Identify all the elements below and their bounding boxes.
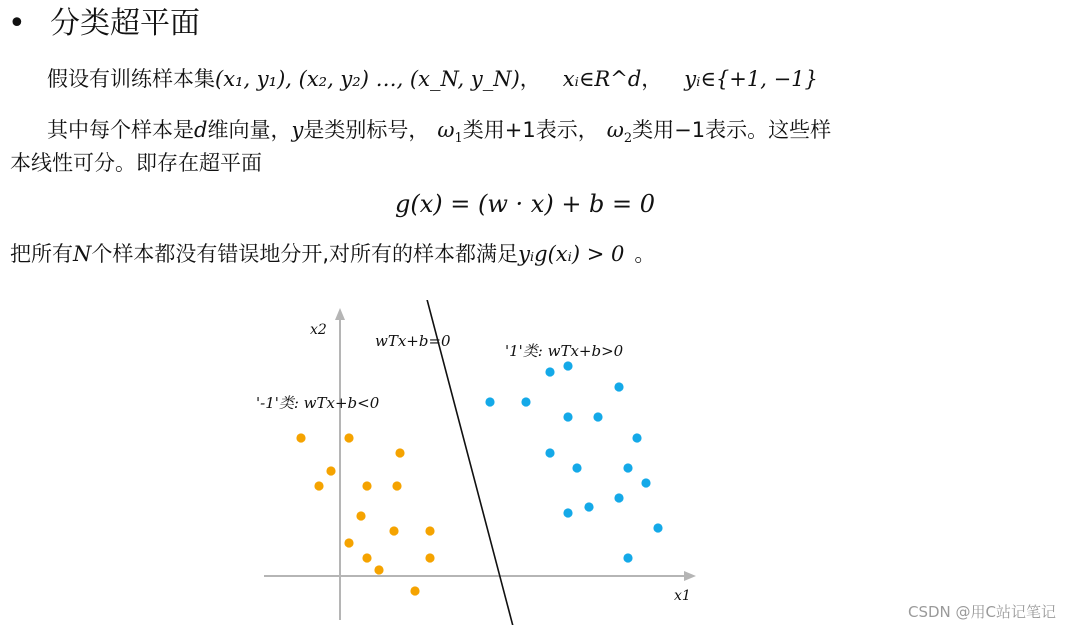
y-axis-label: x2 [310, 322, 327, 338]
chart-axes [264, 308, 696, 620]
data-point-series2-14 [584, 502, 593, 511]
bullet-icon: • [8, 6, 26, 41]
data-point-series1-15 [410, 586, 419, 595]
data-point-series2-10 [572, 463, 581, 472]
data-point-series1-9 [344, 538, 353, 547]
data-point-series1-5 [314, 481, 323, 490]
data-point-series1-12 [362, 553, 371, 562]
data-point-series1-2 [344, 433, 353, 442]
para1-separator-2: ， [641, 67, 663, 91]
para1-prefix: 假设有训练样本集 [47, 67, 215, 91]
x-axis-label: x1 [674, 588, 691, 604]
para2-text-d: 类用+1表示， [462, 118, 599, 142]
paragraph-separation-condition [10, 237, 655, 271]
para2-text-b: 维向量， [207, 118, 292, 142]
para2-text-e: 类用−1表示。这些样 [632, 118, 832, 142]
data-point-series2-8 [632, 433, 641, 442]
data-point-series2-5 [614, 382, 623, 391]
data-point-series1-14 [374, 565, 383, 574]
para3-end: 。 [634, 242, 656, 266]
y-condition: yᵢ∈{+1, −1} [684, 67, 818, 91]
data-point-series1-11 [425, 526, 434, 535]
y-axis-arrow [335, 308, 345, 320]
paragraph-training-set [47, 62, 818, 96]
data-point-series2-6 [563, 412, 572, 421]
data-point-series2-15 [563, 508, 572, 517]
para3-text-a: 把所有 [10, 242, 73, 266]
data-point-series1-4 [326, 466, 335, 475]
para3-text-b: 个样本都没有错误地分开,对所有的样本都满足 [91, 242, 519, 266]
data-point-series1-1 [296, 433, 305, 442]
data-point-series1-13 [425, 553, 434, 562]
data-point-series1-10 [389, 526, 398, 535]
dimension-symbol: d [194, 118, 208, 142]
heading-title: 分类超平面 [50, 6, 200, 41]
data-point-series2-9 [545, 448, 554, 457]
data-point-series2-7 [593, 412, 602, 421]
data-point-series2-1 [485, 397, 494, 406]
omega-2-symbol: ω [606, 118, 624, 142]
omega-1-symbol: ω [437, 118, 455, 142]
n-symbol: N [73, 242, 92, 266]
data-point-series1-6 [362, 481, 371, 490]
boundary-annotation: wTx+b=0 [375, 332, 451, 350]
data-point-series2-2 [521, 397, 530, 406]
x-condition: xᵢ∈R^d [562, 67, 642, 91]
data-point-series2-12 [641, 478, 650, 487]
data-point-series1-8 [356, 511, 365, 520]
data-point-series2-11 [623, 463, 632, 472]
data-point-series2-4 [563, 361, 572, 370]
scatter-chart [250, 300, 720, 625]
data-point-series2-17 [623, 553, 632, 562]
hyperplane-formula: g(x) = (w · x) + b = 0 [395, 190, 656, 218]
margin-condition: yᵢg(xᵢ) > 0 [518, 242, 625, 266]
sample-set-expression: (x₁, y₁), (x₂, y₂) …, (x_N, y_N) [215, 67, 520, 91]
data-point-series2-16 [653, 523, 662, 532]
para1-separator: ， [519, 67, 541, 91]
para2-text-a: 其中每个样本是 [47, 118, 194, 142]
watermark: CSDN @用C站记笔记 [907, 603, 1056, 621]
positive-region-annotation: '1'类: wTx+b>0 [505, 342, 624, 360]
section-heading [8, 4, 200, 44]
para2-text-c: 是类别标号， [303, 118, 430, 142]
data-point-series2-13 [614, 493, 623, 502]
data-point-series1-3 [395, 448, 404, 457]
paragraph-vector-line-2: 本线性可分。即存在超平面 [10, 151, 262, 175]
paragraph-vector-line-1: 其中每个样本是d维向量，y是类别标号， $\omega_1$类用+1表示， $\omega_2$类用−1表示。这些样 [47, 118, 832, 147]
data-point-series1-7 [392, 481, 401, 490]
negative-region-annotation: '-1'类: wTx+b<0 [256, 394, 380, 412]
label-symbol: y [291, 118, 304, 142]
x-axis-arrow [684, 571, 696, 581]
data-point-series2-3 [545, 367, 554, 376]
